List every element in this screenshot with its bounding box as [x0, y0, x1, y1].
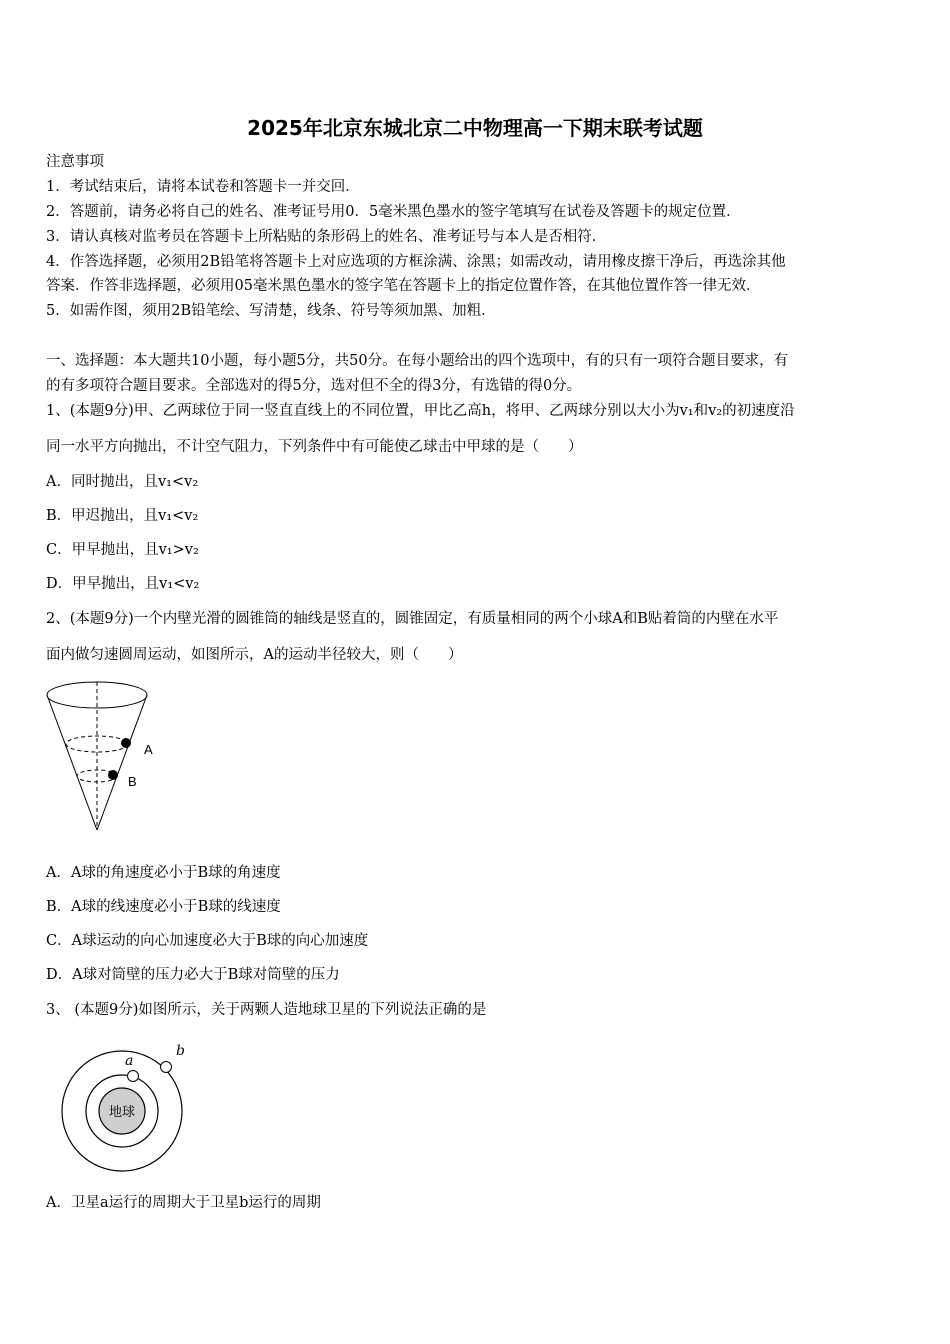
q2-option-b: B．A球的线速度必小于B球的线速度 [46, 899, 281, 915]
q2-stem-2: 面内做匀速圆周运动，如图所示，A的运动半径较大，则（ ） [46, 647, 463, 663]
q2-option-c: C．A球运动的向心加速度必大于B球的向心加速度 [46, 933, 369, 949]
q2-option-a: A．A球的角速度必小于B球的角速度 [46, 865, 281, 881]
satellite-a [128, 1071, 139, 1082]
cone-label-a: A [144, 742, 153, 757]
q1-option-b: B．甲迟抛出，且v₁<v₂ [46, 508, 199, 524]
q3-stem-1: 3、 (本题9分)如图所示，关于两颗人造地球卫星的下列说法正确的是 [46, 1002, 487, 1018]
exam-title: 2025年北京东城北京二中物理高一下期末联考试题 [247, 116, 703, 140]
ball-a [121, 738, 131, 748]
q2-stem-1: 2、(本题9分)一个内壁光滑的圆锥筒的轴线是竖直的，圆锥固定，有质量相同的两个小球A和B贴着筒的内壁在水平 [46, 611, 779, 627]
notice-item-4: 4．作答选择题，必须用2B铅笔将答题卡上对应选项的方框涂满、涂黑；如需改动，请用橡皮擦干净后，再选涂其他 [46, 254, 786, 270]
section-intro-2: 的有多项符合题目要求。全部选对的得5分，选对但不全的得3分，有选错的得0分。 [46, 378, 582, 394]
q1-stem-1: 1、(本题9分)甲、乙两球位于同一竖直直线上的不同位置，甲比乙高h，将甲、乙两球分别以大小为v₁和v₂的初速度沿 [46, 403, 795, 419]
notice-item-4-cont: 答案．作答非选择题，必须用05毫米黑色墨水的签字笔在答题卡上的指定位置作答，在其他位置作答一律无效． [46, 278, 761, 294]
cone-figure [40, 678, 170, 838]
orbit-figure [56, 1038, 196, 1173]
earth-label: 地球 [108, 1105, 136, 1120]
q1-option-d: D．甲早抛出，且v₁<v₂ [46, 576, 200, 592]
q1-option-a: A．同时抛出，且v₁<v₂ [46, 474, 199, 490]
q3-option-a: A．卫星a运行的周期大于卫星b运行的周期 [46, 1195, 321, 1211]
satellite-label-b: b [176, 1043, 185, 1059]
cone-label-b: B [128, 774, 137, 789]
notice-item-2: 2．答题前，请务必将自己的姓名、准考证号用0．5毫米黑色墨水的签字笔填写在试卷及答题卡的规定位置． [46, 204, 741, 220]
notice-item-3: 3．请认真核对监考员在答题卡上所粘贴的条形码上的姓名、准考证号与本人是否相符． [46, 229, 607, 245]
section-intro-1: 一、选择题：本大题共10小题，每小题5分，共50分。在每小题给出的四个选项中，有的只有一项符合题目要求，有 [46, 353, 789, 369]
notice-item-1: 1．考试结束后，请将本试卷和答题卡一并交回． [46, 179, 360, 195]
satellite-label-a: a [125, 1053, 134, 1069]
notice-heading: 注意事项 [46, 154, 104, 170]
notice-item-5: 5．如需作图，须用2B铅笔绘、写清楚，线条、符号等须加黑、加粗． [46, 303, 496, 319]
q1-stem-2: 同一水平方向抛出，不计空气阻力，下列条件中有可能使乙球击中甲球的是（ ） [46, 439, 583, 455]
ball-b [108, 770, 118, 780]
q2-option-d: D．A球对筒壁的压力必大于B球对筒壁的压力 [46, 967, 340, 983]
q1-option-c: C．甲早抛出，且v₁>v₂ [46, 542, 199, 558]
satellite-b [161, 1062, 172, 1073]
